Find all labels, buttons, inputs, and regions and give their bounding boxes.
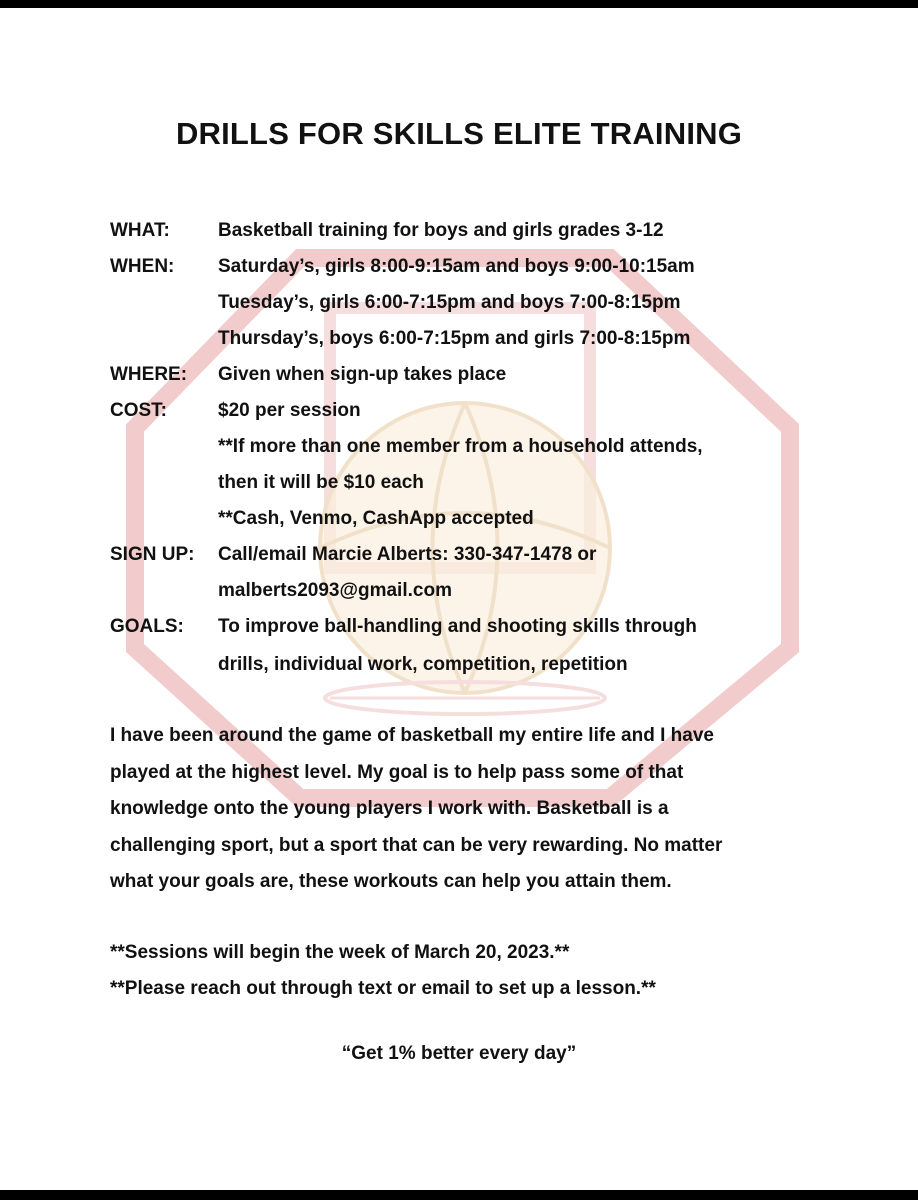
bio-line: challenging sport, but a sport that can be very rewarding. No matter	[110, 834, 723, 856]
detail-row-signup-email	[110, 580, 452, 602]
detail-value: Tuesday’s, girls 6:00-7:15pm and boys 7:00-8:15pm	[218, 292, 681, 313]
contact-note: **Please reach out through text or email to set up a lesson.**	[110, 978, 656, 999]
detail-value: drills, individual work, competition, repetition	[218, 654, 628, 675]
detail-value: To improve ball-handling and shooting skills through	[218, 616, 697, 637]
detail-label: GOALS:	[110, 616, 184, 637]
detail-row-when	[110, 256, 695, 278]
detail-row-what	[110, 220, 664, 242]
detail-label: WHAT:	[110, 220, 170, 241]
detail-row-where	[110, 364, 506, 386]
bio-paragraph	[110, 718, 810, 901]
detail-row-cost-household	[110, 436, 703, 458]
detail-value: $20 per session	[218, 400, 361, 421]
detail-value: **If more than one member from a household attends,	[218, 436, 703, 457]
detail-value: Saturday’s, girls 8:00-9:15am and boys 9:00-10:15am	[218, 256, 695, 277]
motto-quote: “Get 1% better every day”	[341, 1043, 577, 1064]
detail-value: Thursday’s, boys 6:00-7:15pm and girls 7:00-8:15pm	[218, 328, 691, 349]
bio-line: played at the highest level. My goal is to help pass some of that	[110, 761, 684, 783]
detail-value: Call/email Marcie Alberts: 330-347-1478 or	[218, 544, 597, 565]
contact-email: malberts2093@gmail.com	[218, 580, 452, 601]
flyer-page	[0, 8, 918, 1190]
detail-label: WHEN:	[110, 256, 175, 277]
bio-line: what your goals are, these workouts can help you attain them.	[110, 871, 672, 892]
detail-value: then it will be $10 each	[218, 472, 424, 493]
detail-label: COST:	[110, 400, 167, 421]
detail-row-cost-household-cont	[110, 472, 424, 494]
sessions-start-note: **Sessions will begin the week of March 20, 2023.**	[110, 942, 570, 963]
detail-label: WHERE:	[110, 364, 188, 385]
detail-row-goals-cont	[110, 654, 628, 676]
detail-row-payment	[110, 508, 534, 530]
detail-value: Basketball training for boys and girls grades 3-12	[218, 220, 664, 241]
detail-row-when-tuesday	[110, 292, 681, 314]
detail-label: SIGN UP:	[110, 544, 195, 565]
detail-row-goals	[110, 616, 697, 638]
detail-value: **Cash, Venmo, CashApp accepted	[218, 508, 534, 529]
detail-row-cost	[110, 400, 361, 422]
page-title: DRILLS FOR SKILLS ELITE TRAINING	[175, 116, 743, 151]
bio-line: I have been around the game of basketball my entire life and I have	[110, 725, 714, 746]
bio-line: knowledge onto the young players I work with. Basketball is a	[110, 798, 669, 819]
detail-value: Given when sign-up takes place	[218, 364, 507, 385]
detail-row-when-thursday	[110, 328, 690, 350]
detail-row-signup	[110, 544, 596, 566]
